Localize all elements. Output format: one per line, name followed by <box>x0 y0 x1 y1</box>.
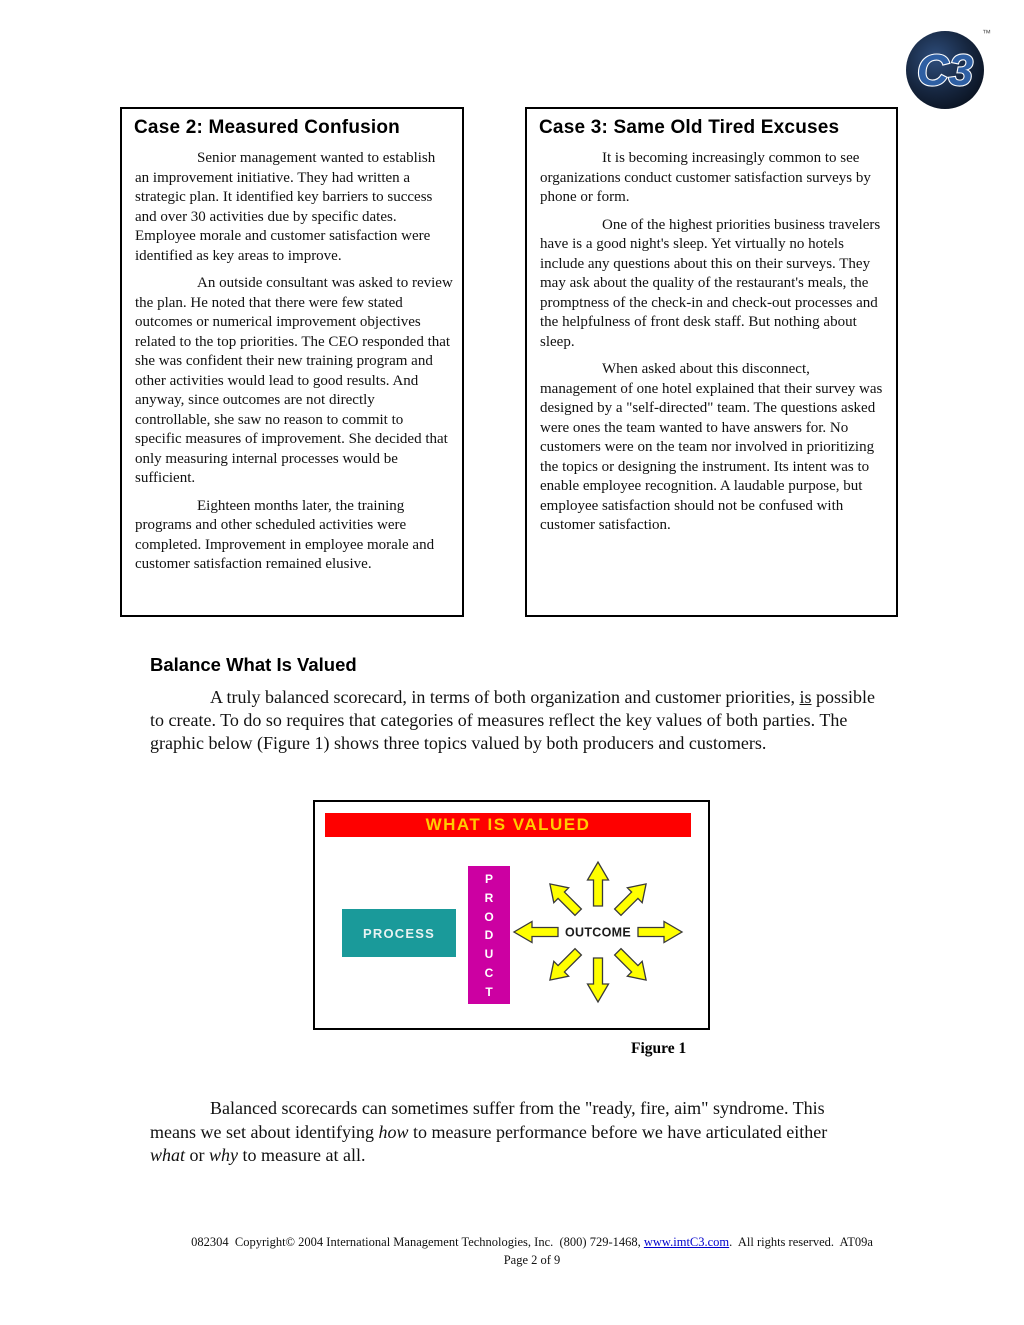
underlined-word: is <box>799 687 812 707</box>
arrow-left-icon <box>514 922 558 943</box>
case2-paragraph-3: Eighteen months later, the training programs and other scheduled activities were completed. Improvement in employee morale and customer satisfaction remained elusive. <box>135 497 435 572</box>
case2-paragraph-2: An outside consultant was asked to review the plan. He noted that there were few stated outcomes or numerical improvement objectives related to the top priorities. The CEO responded that she was confident their new training program and other activities would lead to good results. And anyway, since outcomes are not directly controllable, she saw no reason to commit to specific measures of improvement. She decided that only measuring internal processes would be sufficient. <box>135 275 453 486</box>
arrow-up-right-icon <box>610 876 653 919</box>
arrow-down-left-icon <box>542 944 585 987</box>
case3-paragraph-3: When asked about this disconnect, management of one hotel explained that their survey was designed by a "self-directed" team. The questions asked were ones the team wanted to have answers for. No customers were on the team nor involved in prioritizing the topics or designing the instrument. Its intent was to enable employee recognition. A laudable purpose, but employee satisfaction should not be confused with customer satisfaction. <box>540 361 883 533</box>
balance-text-1: A truly balanced scorecard, in terms of both organization and customer priorities, <box>210 687 800 707</box>
footer-copyright-line <box>20 1234 1024 1252</box>
figure-caption: Figure 1 <box>631 1040 687 1057</box>
c3-logo-text: C3 <box>916 46 974 95</box>
arrow-up-left-icon <box>542 876 585 919</box>
closing-text-1: Balanced scorecards can sometimes suffer from the "ready, fire, aim" syndrome. This means we set about identifying <box>150 1098 825 1142</box>
figure-1 <box>313 800 710 1030</box>
product-box <box>468 866 510 1004</box>
arrow-down-icon <box>588 958 609 1002</box>
arrow-right-icon <box>638 922 682 943</box>
arrow-up-icon <box>588 862 609 906</box>
case2-title: Case 2: Measured Confusion <box>134 117 400 138</box>
process-box: PROCESS <box>342 909 456 957</box>
page-number: Page 2 of 9 <box>503 1252 561 1267</box>
figure-banner: WHAT IS VALUED <box>325 813 691 837</box>
balance-paragraph <box>150 686 882 755</box>
case3-title: Case 3: Same Old Tired Excuses <box>539 117 840 138</box>
closing-text-3: or <box>185 1145 210 1165</box>
case2-panel <box>120 107 464 617</box>
section-heading: Balance What Is Valued <box>150 654 357 675</box>
trademark-symbol: ™ <box>982 28 991 38</box>
case3-paragraph-2: One of the highest priorities business travelers have is a good night's sleep. Yet virtually no hotels include any questions about this on their surveys. They may ask about the quality of the restaurant's meals, the promptness of the check-in and check-out processes and the helpfulness of front desk staff. But nothing about sleep. <box>540 216 881 350</box>
italic-why: why <box>209 1145 239 1165</box>
italic-what: what <box>150 1145 186 1165</box>
footer-text-pre: 082304 Copyright© 2004 International Management Technologies, Inc. (800) 729-1468, <box>191 1235 644 1249</box>
closing-text-4: to measure at all. <box>238 1145 366 1165</box>
footer-text-post: . All rights reserved. AT09a <box>729 1235 873 1249</box>
product-label: PRODUCT <box>484 872 494 999</box>
footer <box>20 1234 1024 1269</box>
closing-paragraph <box>150 1097 856 1168</box>
closing-text-2: to measure performance before we have articulated either <box>408 1121 828 1142</box>
c3-logo <box>903 24 991 114</box>
website-link[interactable]: www.imtC3.com <box>643 1235 730 1249</box>
italic-how: how <box>378 1121 409 1142</box>
balance-text-2: possible to create. To do so requires that categories of measures reflect the key values of both parties. The graphic below (Figure 1) shows three topics valued by both producers and customers. <box>150 687 876 753</box>
case3-paragraph-1: It is becoming increasingly common to see organizations conduct customer satisfaction surveys by phone or form. <box>540 150 871 205</box>
case3-panel <box>525 107 898 617</box>
outcome-arrow-star <box>512 849 684 1015</box>
outcome-label: OUTCOME <box>565 925 631 940</box>
case2-paragraph-1: Senior management wanted to establish an improvement initiative. They had written a strategic plan. It identified key barriers to success and over 30 activities due by specific dates. Employee morale and customer satisfaction were identified as key areas to improve. <box>135 150 436 264</box>
arrow-down-right-icon <box>610 944 653 987</box>
